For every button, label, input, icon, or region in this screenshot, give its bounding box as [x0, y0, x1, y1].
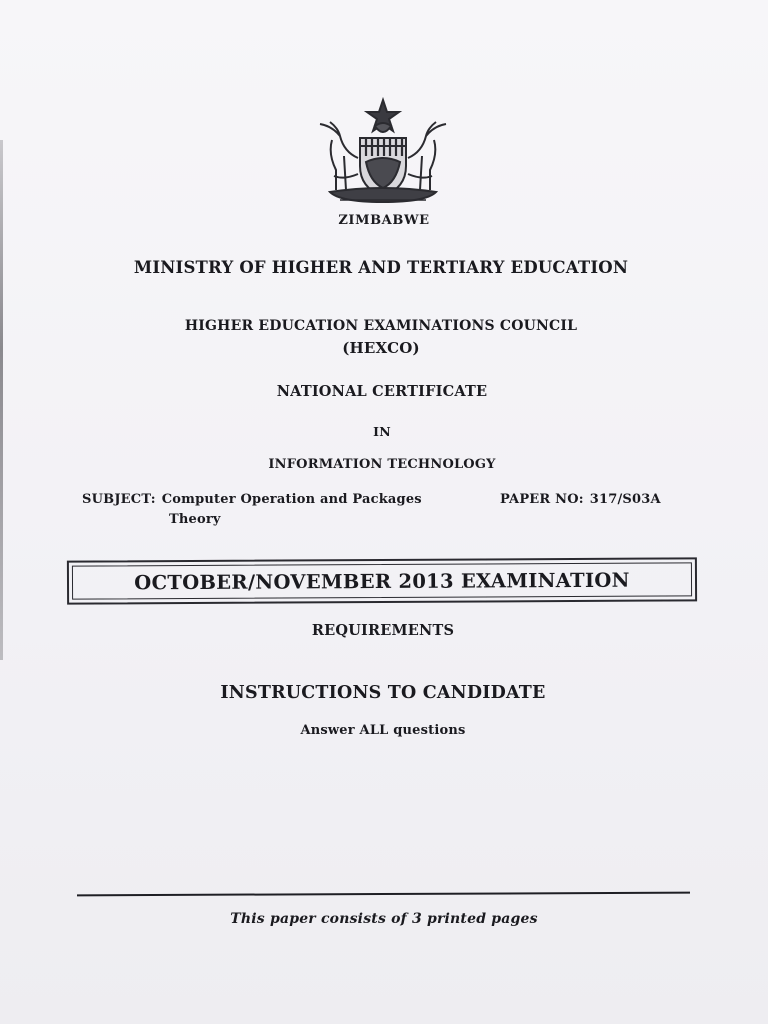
council-abbreviation: (HEXCO)	[342, 339, 420, 357]
page-count-note: This paper consists of 3 printed pages	[230, 911, 538, 927]
certificate-title: NATIONAL CERTIFICATE	[276, 383, 488, 400]
footer-divider	[77, 892, 690, 897]
paper-number-row	[500, 492, 661, 507]
council-heading: HIGHER EDUCATION EXAMINATIONS COUNCIL	[184, 318, 578, 334]
requirements-heading: REQUIREMENTS	[311, 622, 455, 639]
certificate-in-label: IN	[373, 424, 391, 439]
subject-row	[82, 492, 422, 507]
answer-instruction: Answer ALL questions	[300, 723, 466, 738]
exam-title-box-inner	[72, 562, 692, 599]
paper-number-value: 317/S03A	[589, 492, 661, 507]
subject-value-continued: Theory	[169, 512, 221, 527]
subject-value: Computer Operation and Packages	[161, 492, 422, 507]
zimbabwe-coat-of-arms-icon	[300, 96, 466, 212]
subject-label: SUBJECT:	[82, 492, 156, 507]
country-name: ZIMBABWE	[338, 213, 430, 228]
paper-number-label: PAPER NO:	[500, 492, 584, 507]
exam-title: OCTOBER/NOVEMBER 2013 EXAMINATION	[134, 568, 630, 594]
exam-title-box	[67, 557, 697, 604]
ministry-heading: MINISTRY OF HIGHER AND TERTIARY EDUCATION	[133, 258, 629, 277]
certificate-field: INFORMATION TECHNOLOGY	[268, 457, 496, 472]
instructions-heading: INSTRUCTIONS TO CANDIDATE	[220, 683, 546, 703]
